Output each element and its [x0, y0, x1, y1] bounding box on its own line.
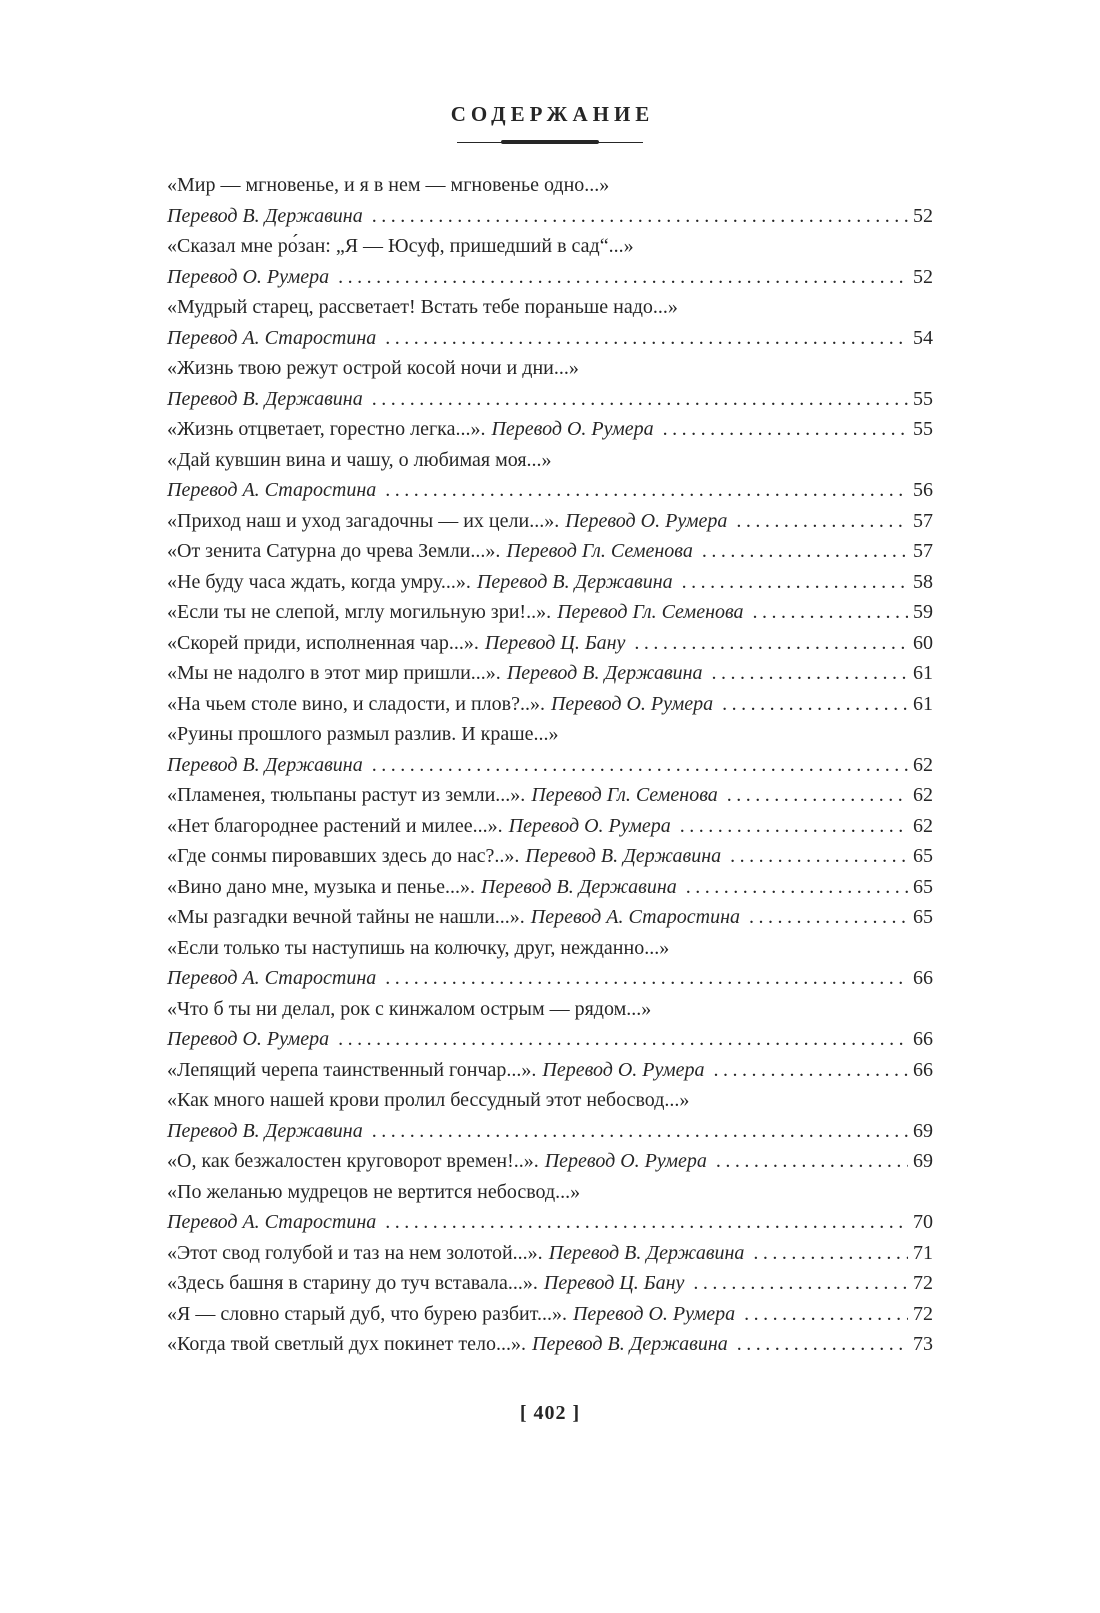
entry-translator: Перевод Гл. Семенова: [531, 784, 718, 806]
dot-leader: [634, 628, 908, 659]
entry-translator: Перевод О. Румера: [550, 692, 714, 715]
toc-entry: [167, 780, 933, 811]
toc-entry: [167, 1085, 933, 1146]
dot-leader: [716, 1146, 908, 1177]
entry-translator: Перевод Ц. Бану: [484, 631, 626, 654]
dot-leader: [385, 1207, 908, 1238]
entry-page: 57: [913, 540, 933, 562]
entry-title: «Сказал мне ро́зан: „Я — Юсуф, пришедший в сад“...»: [167, 235, 634, 257]
entry-page: 66: [913, 967, 933, 989]
toc-entry: [167, 841, 933, 872]
dot-leader: [753, 597, 908, 628]
entry-page: 69: [913, 1150, 933, 1172]
entry-translator: Перевод О. Румера: [167, 1028, 330, 1050]
entry-translator: Перевод В. Державина: [476, 570, 673, 593]
page-number: [ 402 ]: [519, 1401, 581, 1424]
entry-translator: Перевод В. Державина: [481, 875, 677, 898]
dot-leader: [385, 323, 908, 354]
entry-translator: Перевод А. Старостина: [530, 906, 741, 928]
entry-translator: Перевод А. Старостина: [167, 1211, 377, 1233]
entry-page: 65: [913, 845, 933, 867]
entry-translator: Перевод О. Румера: [491, 418, 654, 440]
entry-translator: Перевод В. Державина: [548, 1241, 745, 1264]
entry-translator: Перевод В. Державина: [167, 1119, 363, 1142]
entry-page: 73: [913, 1333, 933, 1355]
toc-entry: [167, 536, 933, 567]
entry-page: 52: [913, 265, 933, 288]
entry-page: 52: [913, 204, 933, 227]
toc-entry: [167, 994, 933, 1055]
entry-page: 57: [913, 509, 933, 532]
entry-title: «Вино дано мне, музыка и пенье...».: [167, 875, 476, 898]
dot-leader: [702, 536, 908, 567]
toc-entry: [167, 1299, 933, 1330]
entry-page: 61: [913, 662, 933, 684]
entry-page: 66: [913, 1058, 933, 1081]
toc-list: [167, 170, 933, 1360]
entry-translator: Перевод В. Державина: [525, 845, 722, 867]
entry-title: «Жизнь твою режут острой косой ночи и дни...»: [167, 357, 579, 379]
entry-title: «Мудрый старец, рассветает! Встать тебе пораньше надо...»: [167, 296, 678, 318]
entry-title: «Мы разгадки вечной тайны не нашли...».: [167, 906, 525, 928]
entry-page: 62: [913, 814, 933, 837]
entry-title: «Что б ты ни делал, рок с кинжалом острым — рядом...»: [167, 997, 652, 1020]
dot-leader: [693, 1268, 908, 1299]
entry-translator: Перевод Гл. Семенова: [557, 601, 744, 623]
entry-page: 70: [913, 1211, 933, 1233]
entry-translator: Перевод В. Державина: [532, 1333, 728, 1355]
entry-title: «Приход наш и уход загадочны — их цели...».: [167, 509, 560, 532]
dot-leader: [372, 384, 908, 415]
entry-page: 59: [913, 601, 933, 623]
dot-leader: [712, 658, 908, 689]
toc-entry: [167, 1268, 933, 1299]
entry-title: «От зенита Сатурна до чрева Земли...».: [167, 540, 501, 562]
entry-title: «Жизнь отцветает, горестно легка...».: [167, 418, 486, 440]
toc-entry: [167, 506, 933, 537]
toc-entry: [167, 353, 933, 414]
entry-title: «Я — словно старый дуб, что бурею разбит...».: [167, 1302, 567, 1325]
entry-page: 55: [913, 418, 933, 440]
toc-entry: [167, 597, 933, 628]
page-title: СОДЕРЖАНИЕ: [450, 102, 655, 126]
entry-title: «Где сонмы пировавших здесь до нас?..».: [167, 845, 520, 867]
entry-page: 56: [913, 479, 933, 501]
entry-translator: Перевод О. Румера: [508, 814, 671, 837]
dot-leader: [338, 1024, 908, 1055]
entry-translator: Перевод А. Старостина: [167, 326, 377, 349]
toc-entry: [167, 933, 933, 994]
entry-page: 62: [913, 753, 933, 776]
toc-entry: [167, 170, 933, 231]
entry-translator: Перевод О. Румера: [542, 1058, 705, 1081]
entry-translator: Перевод А. Старостина: [167, 479, 377, 501]
dot-leader: [372, 201, 908, 232]
toc-entry: [167, 902, 933, 933]
title-divider: [457, 139, 643, 145]
entry-page: 58: [913, 570, 933, 593]
entry-page: 55: [913, 387, 933, 410]
entry-translator: Перевод О. Румера: [167, 265, 330, 288]
dot-leader: [714, 1055, 908, 1086]
entry-translator: Перевод Ц. Бану: [543, 1272, 685, 1294]
entry-page: 72: [913, 1272, 933, 1294]
entry-title: «На чьем столе вино, и сладости, и плов?..».: [167, 692, 545, 715]
entry-translator: Перевод В. Державина: [167, 387, 363, 410]
entry-page: 69: [913, 1119, 933, 1142]
entry-title: «Мы не надолго в этот мир пришли...».: [167, 662, 501, 684]
entry-title: «Если ты не слепой, мглу могильную зри!..».: [167, 601, 552, 623]
dot-leader: [338, 262, 908, 293]
entry-title: «Нет благороднее растений и милее...».: [167, 814, 503, 837]
toc-entry: [167, 292, 933, 353]
entry-page: 71: [913, 1241, 933, 1264]
toc-entry: [167, 1177, 933, 1238]
dot-leader: [730, 841, 908, 872]
entry-translator: Перевод О. Румера: [544, 1150, 707, 1172]
dot-leader: [727, 780, 908, 811]
toc-entry: [167, 1146, 933, 1177]
dot-leader: [372, 1116, 908, 1147]
entry-page: 60: [913, 631, 933, 654]
dot-leader: [680, 811, 908, 842]
dot-leader: [722, 689, 908, 720]
entry-translator: Перевод Гл. Семенова: [506, 540, 693, 562]
page-content: [167, 0, 933, 1425]
entry-title: «Этот свод голубой и таз на нем золотой...».: [167, 1241, 543, 1264]
dot-leader: [753, 1238, 908, 1269]
entry-title: «Скорей приди, исполненная чар...».: [167, 631, 479, 654]
toc-entry: [167, 658, 933, 689]
entry-page: 61: [913, 692, 933, 715]
entry-title: «Не буду часа ждать, когда умру...».: [167, 570, 471, 593]
entry-title: «Дай кувшин вина и чашу, о любимая моя...»: [167, 448, 552, 471]
entry-title: «Мир — мгновенье, и я в нем — мгновенье одно...»: [167, 174, 610, 196]
dot-leader: [385, 963, 908, 994]
entry-translator: Перевод В. Державина: [167, 204, 363, 227]
entry-title: «Здесь башня в старину до туч вставала...».: [167, 1272, 538, 1294]
entry-title: «Если только ты наступишь на колючку, друг, нежданно...»: [167, 936, 670, 959]
entry-page: 65: [913, 875, 933, 898]
entry-page: 54: [913, 326, 933, 349]
entry-page: 72: [913, 1302, 933, 1325]
toc-entry: [167, 445, 933, 506]
entry-page: 65: [913, 906, 933, 928]
toc-entry: [167, 231, 933, 292]
toc-entry: [167, 628, 933, 659]
dot-leader: [737, 1329, 908, 1360]
dot-leader: [385, 475, 908, 506]
entry-translator: Перевод А. Старостина: [167, 967, 377, 989]
dot-leader: [372, 750, 908, 781]
entry-title: «По желанью мудрецов не вертится небосвод...»: [167, 1180, 581, 1203]
dot-leader: [686, 872, 908, 903]
entry-title: «Как много нашей крови пролил бессудный этот небосвод...»: [167, 1089, 690, 1111]
toc-entry: [167, 567, 933, 598]
entry-title: «О, как безжалостен круговорот времен!..».: [167, 1150, 539, 1172]
toc-entry: [167, 414, 933, 445]
dot-leader: [682, 567, 908, 598]
toc-entry: [167, 1238, 933, 1269]
entry-page: 62: [913, 784, 933, 806]
entry-title: «Пламенея, тюльпаны растут из земли...».: [167, 784, 526, 806]
entry-translator: Перевод О. Румера: [565, 509, 728, 532]
entry-title: «Руины прошлого размыл разлив. И краше...»: [167, 723, 559, 745]
dot-leader: [749, 902, 908, 933]
entry-title: «Лепящий черепа таинственный гончар...».: [167, 1058, 537, 1081]
toc-entry: [167, 1055, 933, 1086]
toc-entry: [167, 719, 933, 780]
toc-entry: [167, 872, 933, 903]
toc-entry: [167, 811, 933, 842]
dot-leader: [744, 1299, 908, 1330]
entry-page: 66: [913, 1028, 933, 1050]
entry-translator: Перевод В. Державина: [506, 662, 703, 684]
dot-leader: [663, 414, 908, 445]
entry-title: «Когда твой светлый дух покинет тело...».: [167, 1333, 527, 1355]
dot-leader: [736, 506, 908, 537]
divider-thick-rule: [501, 140, 599, 144]
entry-translator: Перевод В. Державина: [167, 753, 363, 776]
toc-entry: [167, 1329, 933, 1360]
entry-translator: Перевод О. Румера: [572, 1302, 736, 1325]
toc-entry: [167, 689, 933, 720]
